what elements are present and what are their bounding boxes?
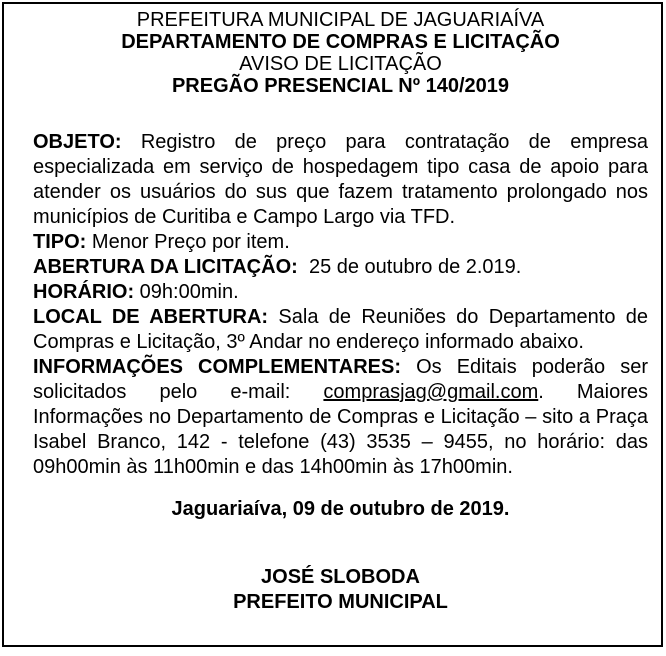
municipality-name: PREFEITURA MUNICIPAL DE JAGUARIAÍVA — [136, 9, 545, 31]
tipo-text: Menor Preço por item. — [91, 231, 290, 253]
notice-type-title: AVISO DE LICITAÇÃO — [239, 53, 442, 75]
informacoes-text-before: Os Editais poderão ser solicitados pelo e-mail: — [33, 356, 649, 403]
signature-block — [33, 565, 648, 615]
date-line: Jaguariaíva, 09 de outubro de 2019. — [171, 498, 510, 520]
signature-name: JOSÉ SLOBODA — [261, 566, 420, 588]
email-link[interactable]: comprasjag@gmail.com — [323, 381, 539, 403]
local-label: LOCAL DE ABERTURA: — [33, 306, 269, 328]
informacoes-label: INFORMAÇÕES COMPLEMENTARES: — [33, 356, 402, 378]
objeto-text: Registro de preço para contratação de empresa especializada em serviço de hospedagem tipo casa de apoio para atender os usuários do sus que fazem tratamento prolongado nos municípios de Curitiba e Campo Largo via TFD. — [33, 131, 649, 228]
abertura-label: ABERTURA DA LICITAÇÃO: — [33, 256, 298, 278]
horario-text: 09h:00min. — [139, 281, 239, 303]
notice-body — [33, 130, 648, 480]
process-number-title: PREGÃO PRESENCIAL Nº 140/2019 — [171, 75, 510, 97]
paragraph-abertura — [33, 255, 648, 280]
objeto-label: OBJETO: — [33, 131, 122, 153]
notice-border-frame — [2, 2, 663, 647]
tipo-label: TIPO: — [33, 231, 87, 253]
horario-label: HORÁRIO: — [33, 281, 135, 303]
paragraph-objeto — [33, 130, 648, 230]
notice-header — [33, 9, 648, 97]
paragraph-horario — [33, 280, 648, 305]
paragraph-tipo — [33, 230, 648, 255]
department-name: DEPARTAMENTO DE COMPRAS E LICITAÇÃO — [121, 31, 560, 53]
signature-title: PREFEITO MUNICIPAL — [233, 591, 448, 613]
paragraph-informacoes — [33, 355, 648, 480]
abertura-text: 25 de outubro de 2.019. — [308, 256, 522, 278]
paragraph-local — [33, 305, 648, 355]
local-text: Sala de Reuniões do Departamento de Compras e Licitação, 3º Andar no endereço informado abaixo. — [33, 306, 649, 353]
informacoes-text-after: . Maiores Informações no Departamento de Compras e Licitação – sito a Praça Isabel Branco, 142 - telefone (43) 3535 – 9455, no horário: das 09h00min às 11h00min e das 14h00min às 17h00min. — [33, 381, 649, 478]
